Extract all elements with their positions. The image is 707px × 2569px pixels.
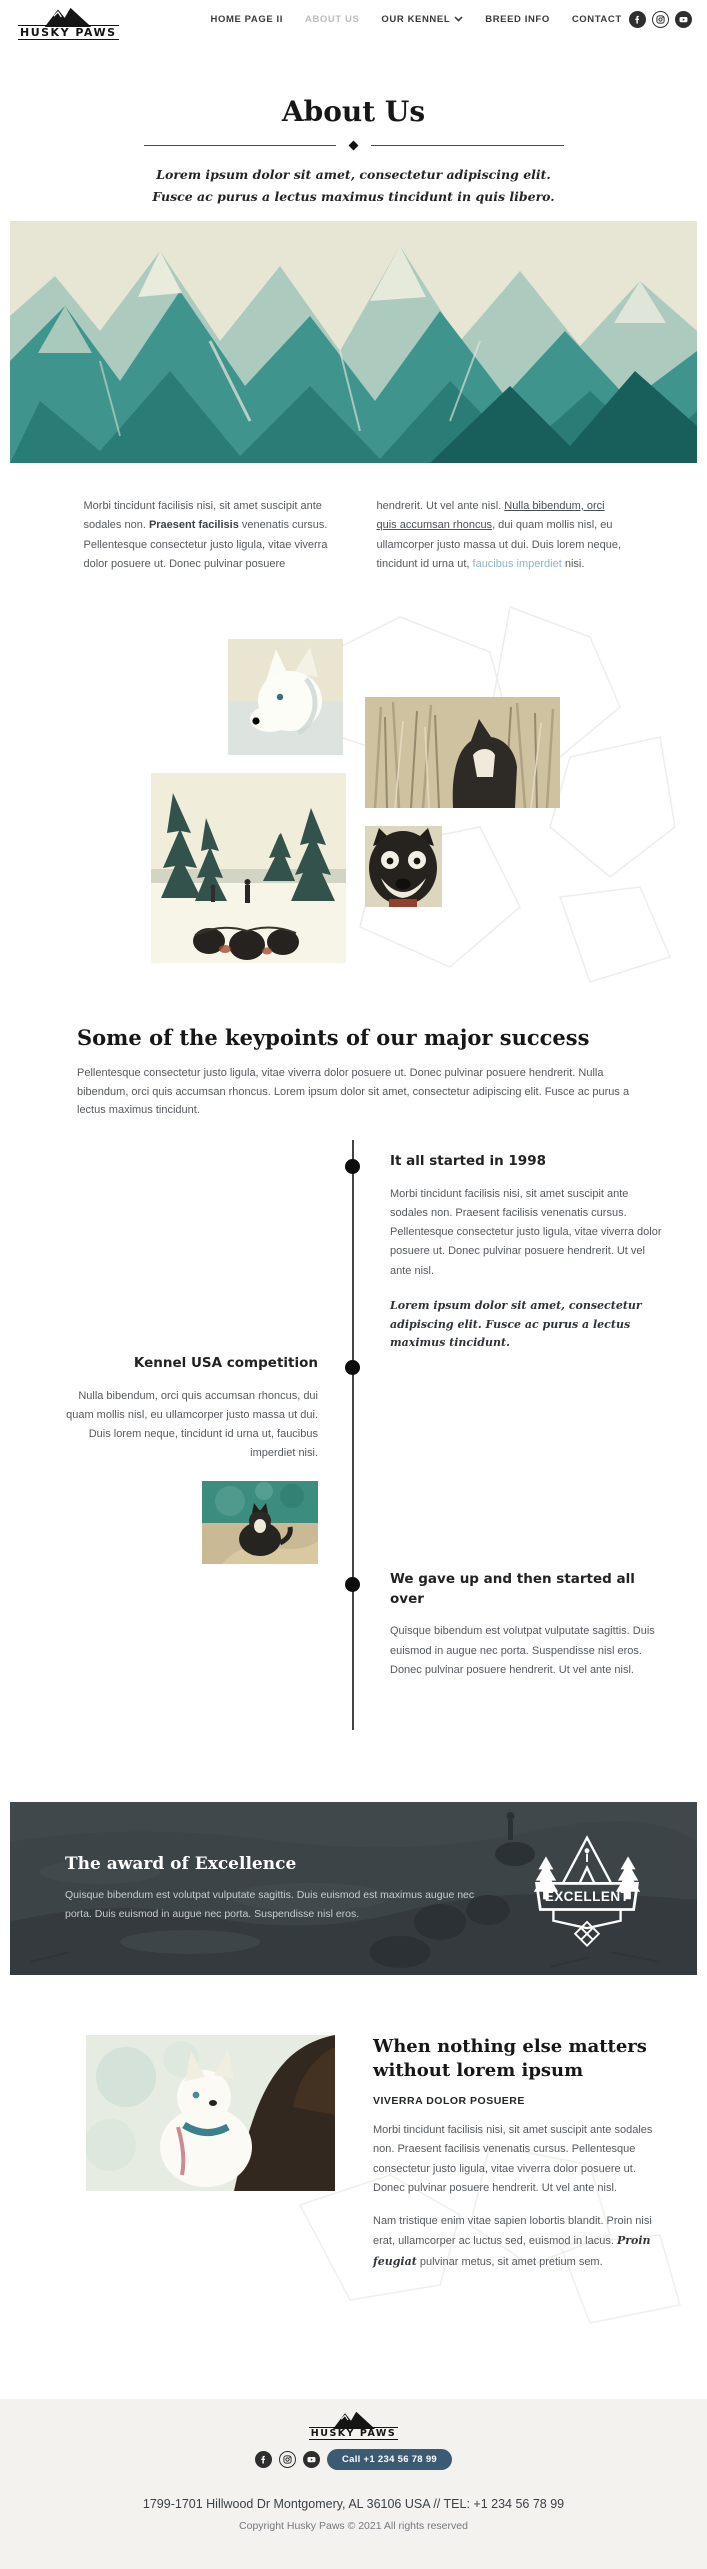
feature-image-husky-puppy [86,2035,335,2191]
timeline-item-started-over [390,1570,662,1680]
nav-item-contact[interactable]: CONTACT [571,13,622,25]
call-button[interactable]: Call +1 234 56 78 99 [327,2449,452,2470]
intro-subtitle: Lorem ipsum dolor sit amet, consectetur adipiscing elit. Fusce ac purus a lectus maximus tincidunt in quis libero. [152,167,555,204]
feature-title: When nothing else matters without lorem ipsum [373,2036,647,2082]
timeline-line [352,1140,354,1730]
text-part: nisi. [561,558,585,571]
timeline-dot [345,1577,360,1592]
nav-item-about-us[interactable]: ABOUT US [305,13,360,25]
intro-section [0,38,707,208]
timeline-dot [345,1159,360,1174]
about-text-right [377,497,624,575]
footer-logo-text: HUSKY PAWS [310,2428,397,2440]
header-social-icons [629,11,692,28]
inline-link[interactable]: Nulla bibendum, orci quis accumsan rhoncus [376,499,605,532]
timeline-item-title: Kennel USA competition [133,1355,318,1372]
timeline-image-husky-forest [202,1481,318,1564]
text-part: venenatis cursus. Pellentesque consectetur justo ligula, vitae viverra dolor posuere ut. Donec pulvinar posuere [83,519,328,571]
facebook-icon[interactable] [629,11,646,28]
footer-copyright: Copyright Husky Paws © 2021 All rights reserved [239,2520,468,2533]
feature-subtitle: VIVERRA DOLOR POSUERE [373,2095,525,2107]
timeline-item-1998 [390,1152,662,1353]
header [0,0,707,38]
award-title: The award of Excellence [65,1854,297,1875]
gallery-image-white-husky-portrait[interactable] [228,639,343,755]
gallery-image-husky-face-closeup[interactable] [365,826,442,907]
youtube-icon[interactable] [675,11,692,28]
nav-item-home-page-ii[interactable]: HOME PAGE II [210,13,283,25]
chevron-down-icon [454,16,463,22]
gallery-image-husky-in-tall-grass[interactable] [365,697,560,808]
photo-gallery [0,597,707,987]
text-part: , dui quam mollis nisl, eu ullamcorper justo massa ut dui. Duis lorem neque, tincidunt id urna ut, [376,519,622,571]
instagram-icon[interactable] [652,11,669,28]
award-body: Quisque bibendum est volutpat vulputate sagittis. Duis euismod est maximus augue nec porta. Duis euismod in augue nec porta. Suspendisse nisl eros. [65,1889,475,1921]
excellent-badge-icon [531,1830,643,1953]
feature-paragraph-1: Morbi tincidunt facilisis nisi, sit amet suscipit ante sodales non. Praesent facilisis venenatis cursus. Pellentesque consectetur justo ligula, vitae viverra dolor posuere ut. Donec pulvinar posuere hendrerit. Ut vel ante nisl. [373,2124,653,2194]
timeline-item-title: It all started in 1998 [390,1153,546,1170]
keypoints-section [77,1025,630,1120]
badge-label: EXCELLENT [544,1889,630,1905]
gallery-image-winter-sled-scene[interactable] [151,773,346,963]
timeline-item-quote: Lorem ipsum dolor sit amet, consectetur adipiscing elit. Fusce ac purus a lectus maximus tincidunt. [390,1298,642,1350]
text-part: Nam tristique enim vitae sapien lobortis blandit. Proin nisi erat, ullamcorper ac luctus sed, euismod in lacus. [373,2215,652,2248]
text-part: Praesent facilisis [148,519,239,532]
text-part: hendrerit. Ut vel ante nisl. [376,499,505,512]
timeline-item-body: Quisque bibendum est volutpat vulputate sagittis. Duis euismod in augue nec porta. Suspendisse nisl eros. Donec pulvinar posuere hendrerit. Ut vel ante nisl. [390,1625,655,1676]
footer-logo[interactable] [309,2411,398,2440]
footer [0,2399,707,2569]
mountain-logo-icon [42,7,94,27]
award-section [10,1802,697,1975]
about-text-columns [84,497,624,575]
award-content [65,1854,495,1924]
page-title: About Us [281,95,426,128]
footer-social-row [0,2449,707,2470]
inline-link[interactable]: faucibus imperdiet [472,558,562,571]
facebook-icon[interactable] [255,2451,272,2468]
diamond-ornament [349,141,359,151]
logo-text: HUSKY PAWS [20,25,117,39]
youtube-icon[interactable] [303,2451,320,2468]
text-part: Morbi tincidunt facilisis nisi, sit amet suscipit ante sodales non. [83,499,322,532]
keypoints-title: Some of the keypoints of our major success [77,1025,590,1051]
nav-item-our-kennel-label: OUR KENNEL [381,13,451,25]
keypoints-body: Pellentesque consectetur justo ligula, vitae viverra dolor posuere ut. Donec pulvinar posuere hendrerit. Nulla bibendum, orci quis accumsan rhoncus. Lorem ipsum dolor sit amet, consectetur adipiscing elit. Fusce ac purus a lectus maximus tincidunt. [77,1067,630,1117]
text-part: Proin feugiat [373,2234,651,2268]
timeline-item-body: Nulla bibendum, orci quis accumsan rhoncus, dui quam mollis nisl, eu ullamcorper justo massa ut dui. Duis lorem neque, tincidunt id urna ut, faucibus imperdiet nisi. [66,1389,318,1460]
nav-item-our-kennel[interactable] [381,14,463,25]
timeline-section [0,1138,707,1738]
footer-address: 1799-1701 Hillwood Dr Montgomery, AL 36106 USA // TEL: +1 234 56 78 99 [142,2497,565,2512]
feature-paragraph-2 [373,2212,665,2272]
title-divider [144,142,564,149]
text-part: pulvinar metus, sit amet pretium sem. [416,2255,603,2268]
instagram-icon[interactable] [279,2451,296,2468]
main-nav [211,14,622,25]
timeline-item-body: Morbi tincidunt facilisis nisi, sit amet suscipit ante sodales non. Praesent facilisis venenatis cursus. Pellentesque consectetur justo ligula, vitae viverra dolor posuere ut. Donec pulvinar posuere hendrerit. Ut vel ante nisl. [390,1187,662,1277]
feature-section [0,2035,707,2325]
timeline-item-title: We gave up and then started all over [390,1571,635,1607]
timeline-dot [345,1360,360,1375]
logo[interactable] [18,7,119,40]
hero-mountains-image [10,221,697,463]
feature-content [373,2035,665,2272]
about-text-left [84,497,331,575]
timeline-item-kennel-usa [55,1354,318,1571]
nav-item-breed-info[interactable]: BREED INFO [485,13,550,25]
